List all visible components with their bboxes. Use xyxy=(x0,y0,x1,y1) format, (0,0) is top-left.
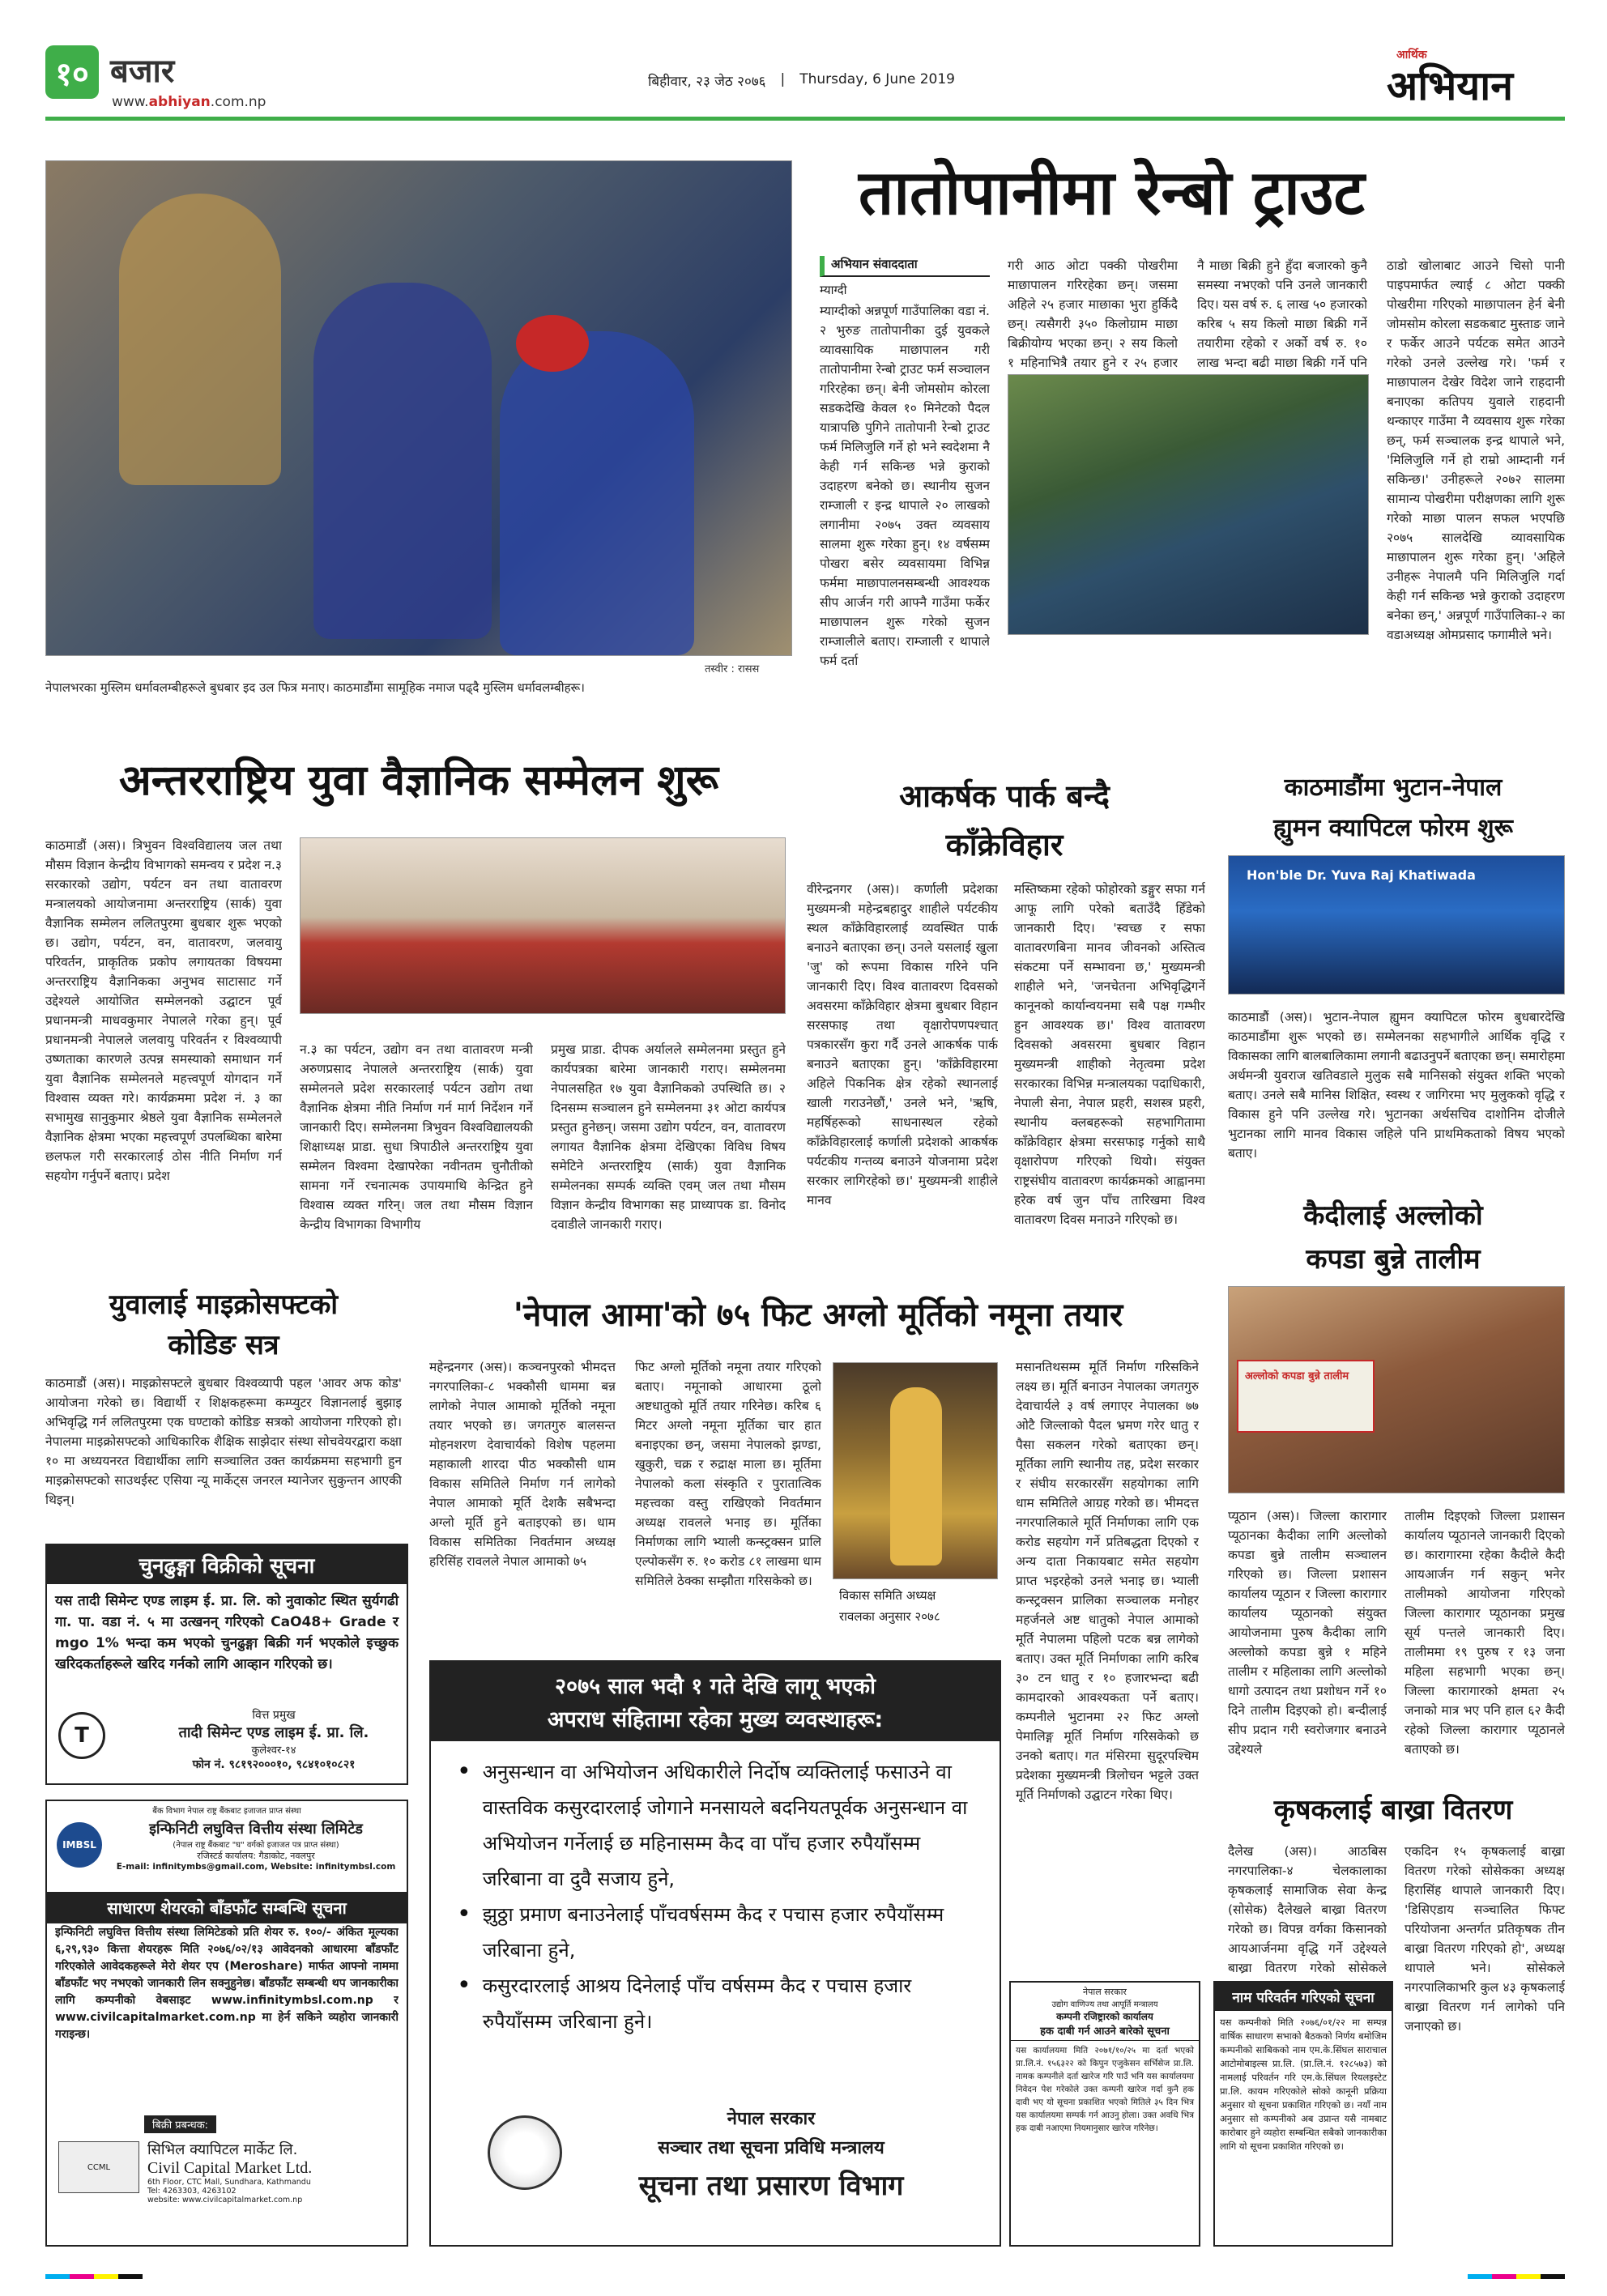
cement-signature xyxy=(144,1707,403,1772)
microsoft-body: काठमाडौं (अस)। माइक्रोसफ्टले बुधबार विश्वव्यापी पहल 'आवर अफ कोड' आयोजना गरेको छ। विद्यार्थी र शिक्षकहरूमा कम्प्युटर विज्ञानलाई बुझाइ अभिवृद्धि गर्न ललितपुरमा एक घण्टाको कोडिङ सत्रको आयोजना गरिएको हो। नेपालमा माइक्रोसफ्टको आधिकारिक शैक्षिक साझेदार संस्था सोचवेयरद्वारा कक्षा १० मा अध्ययनरत विद्यार्थीका लागि सञ्चालित उक्त कार्यक्रममा सहभागी हुन माइक्रोसफ्टको साउथईस्ट एसिया न्यू मार्केट्स जनरल म्यानेजर सुकुन्तन आएकी थिइन्। xyxy=(45,1376,402,1507)
scientist-column-2: न.३ का पर्यटन, उद्योग वन तथा वातावरण मन्त्री अरुणप्रसाद नेपालले अन्तरराष्ट्रिय (सार्क) युवा सम्मेलनले प्रदेश सरकारलाई पर्यटन उद्योग तथा वैज्ञानिक क्षेत्रमा नीति निर्माण गर्न मार्ग निर्देशन गर्ने जानकारी दिए। सम्मेलनमा त्रिभुवन विश्वविद्यालयकी शिक्षाध्यक्ष प्राडा. सुधा त्रिपाठीले अन्तरराष्ट्रिय युवा सम्मेलन विश्वमा देखापरेका नवीनतम चुनौतीको सामना गर्ने रचनात्मक उपायमाथि केन्द्रित हुने विश्वास व्यक्त गरिन्। जल तथा मौसम विज्ञान केन्द्रीय विभागका विभागीय xyxy=(300,1042,533,1232)
civil-info xyxy=(147,2140,399,2204)
infinity-name: इन्फिनिटी लघुवित्त वित्तीय संस्था लिमिटेड xyxy=(149,1821,363,1838)
claim-gov: नेपाल सरकार xyxy=(1083,1987,1127,1997)
infinity-office: रजिस्टर्ड कार्यालय: गैडाकोट, नवलपुर xyxy=(197,1851,315,1861)
law-item: • कसुरदारलाई आश्रय दिनेलाई पाँच वर्षसम्म कैद र पचास हजार रुपैयाँसम्म जरिबाना हुने। xyxy=(457,1968,980,2039)
law-ministry: सञ्चार तथा सूचना प्रविधि मन्त्रालय xyxy=(658,2138,884,2158)
cement-signer: वित्त प्रमुख xyxy=(252,1709,296,1722)
logo: अभियान xyxy=(1387,62,1513,109)
park-column-1: वीरेन्द्रनगर (अस)। कर्णाली प्रदेशका मुख्यमन्त्री महेन्द्रबहादुर शाहीले पर्यटकीय स्थल काँक्रेविहारलाई व्यवस्थित पार्क बनाउने बताएका छन्। उनले यसलाई खुला 'जु' को रूपमा विकास गरिने पनि जानकारी दिए। विश्व वातावरण दिवसको अवसरमा काँक्रेविहार क्षेत्रमा बुधबार विहान सरसफाइ तथा वृक्षारोपणपश्चात् पत्रकारसँग कुरा गर्दै उनले आकर्षक पार्क बनाउने बताएका हुन्। 'काँक्रेविहारमा अहिले पिकनिक क्षेत्र रहेको स्थानलाई खाली गराउनेछौं,' उनले भने, 'ऋषि, महर्षिहरूको साधनास्थल रहेको काँक्रेविहारलाई कर्णाली प्रदेशको आकर्षक पर्यटकीय गन्तव्य बनाउने योजनामा प्रदेश सरकार लागिरहेको छ।' मुख्यमन्त्री शाहीले मानव xyxy=(807,882,998,1208)
trout-column-4: ठाडो खोलाबाट आउने चिसो पानी पाइपमार्फत ल्याई ८ ओटा पक्की पोखरीमा गरिएको माछापालन हेर्न बेनी जोमसोम कोरला सडकबाट मुस्ताङ जाने र फर्केर आउने पर्यटक समेत आउने गरेको उनले उल्लेख गरे। 'फर्म र माछापालन देखेर विदेश जाने राहदानी बनाएका कतिपय युवाले राहदानी थन्काएर गाउँमा नै व्यवसाय शुरू गरेका छन्, फर्म सञ्चालक इन्द्र थापाले भने, 'मिलिजुलि गर्ने हो राम्रो आम्दानी गर्न सकिन्छ।' उनीहरूले २०७२ सालमा सामान्य पोखरीमा परीक्षणका लागि शुरू गरेको माछा पालन सफल भएपछि २०७५ सालदेखि व्यावसायिक माछापालन शुरू गरेका हुन्। 'अहिले उनीहरू नेपालमै पनि मिलिजुलि गर्दा केही गर्न सकिन्छ भन्ने कुराको उदाहरण बनेका छन्,' अन्नपूर्ण गाउँपालिका-२ का वडाअध्यक्ष ओमप्रसाद फगामीले भने। xyxy=(1387,258,1565,642)
trout-byline-block xyxy=(820,256,990,298)
law-items xyxy=(431,1741,1000,2039)
section-name: बजार xyxy=(110,53,175,90)
logo-small: आर्थिक xyxy=(1396,49,1427,62)
eid-photo xyxy=(45,160,792,656)
statue-column-3: मसानतिथसम्म मूर्ति निर्माण गरिसकिने लक्ष्य छ। मूर्ति बनाउन नेपालका जगतगुरु देवाचार्यले ३ वर्ष लगाएर नेपालका ७७ ओटै जिल्लाको पैदल भ्रमण गरेर धातु र पैसा सकलन गरेको बताएका छन्। मूर्तिका लागि स्थानीय तह, प्रदेश सरकार र संघीय सरकारसँग सहयोगका लागि धाम समितिले आग्रह गरेको छ। भीमदत्त नगरपालिकाले मूर्ति निर्माणका लागि एक करोड सहयोग गर्ने प्रतिबद्धता दिएको र अन्य दाता निकायबाट समेत सहयोग प्राप्त भइरहेको उनले भनाइ छ। भ्याली कन्स्ट्रक्सन प्रालिका सञ्चालक मनोहर महर्जनले अष्ट धातुको नेपाल आमाको मूर्ति नेपालमा पहिलो पटक बन्न लागेको बताए। उक्त मूर्ति निर्माणका लागि करिब ३० टन धातु र १० हजारभन्दा बढी कामदारको आवश्यकता पर्ने बताए। कम्पनीले भुटानमा २२ फिट अग्लो पेमालिङ्ग मूर्ति निर्माण गरिसकेको छ उनको बताए। गत मंसिरमा सुदूरपश्चिम प्रदेशका मुख्यमन्त्री त्रिलोचन भट्टले उक्त मूर्ति निर्माणको उद्घाटन गरेका थिए। xyxy=(1016,1360,1199,1802)
trout-place: म्याग्दी xyxy=(820,283,847,297)
civil-name-en: Civil Capital Market Ltd. xyxy=(147,2159,313,2177)
law-item: • अनुसन्धान वा अभियोजन अधिकारीले निर्दोष व्यक्तिलाई फसाउने वा वास्तविक कसुरदारलाई जोगाने मनसायले बदनियतपूर्वक अनुसन्धान वा अभियोजन गर्नेलाई छ महिनासम्म कैद वा पाँच हजार रुपैयाँसम्म जरिबाना वा दुवै सजाय हुने, xyxy=(457,1754,980,1897)
bhutan-headline-2: ह्युमन क्यापिटल फोरम शुरू xyxy=(1273,814,1513,842)
forum-photo xyxy=(1228,855,1565,995)
infinity-sub: (नेपाल राष्ट्र बैंकबाट "घ" वर्गको इजाजत पत्र प्राप्त संस्था) xyxy=(173,1841,339,1850)
law-item: • झुठ्ठा प्रमाण बनाउनेलाई पाँचवर्षसम्म कैद र पचास हजार रुपैयाँसम्म जरिबाना हुने, xyxy=(457,1897,980,1968)
issue-date xyxy=(648,71,955,90)
name-change-notice xyxy=(1213,1981,1393,2247)
name-change-body: यस कम्पनीको मिति २०७६/०१/२२ मा सम्पन्न वार्षिक साधारण सभाको बैठकको निर्णय बमोजिम कम्पनीको साबिकको नाम एम.के.सिंघल साराचाल आटोमोबाइल्स प्रा.लि. (प्रा.लि.नं. १२८५७३) को नामलाई परिवर्तन गरि एम.के.सिंघल रियलइस्टेट प्रा.लि. कायम गरिएकोले सोको कानूनी प्रक्रिया अनुसार यो सूचना प्रकाशित गरिएको छ। नयाँ नाम अनुसार सो कम्पनीको अब उप्रान्त यसै नामबाट कारोबार हुने व्यहोरा सम्बन्धित सबैको जानकारीका लागि यो सूचना प्रकाशित गरिएको छ। xyxy=(1220,2017,1387,2152)
name-change-title: नाम परिवर्तन गरिएको सूचना xyxy=(1215,1983,1392,2011)
training-banner xyxy=(1237,1360,1375,1433)
civil-address: 6th Floor, CTC Mall, Sundhara, Kathmandu xyxy=(147,2178,311,2187)
prisoner-column-2: तालीम दिइएको जिल्ला प्रशासन कार्यालय प्यूठानले जानकारी दिएको छ। कारागारमा रहेका कैदीले कैदी आयआर्जन गर्न सकुन् भनेर तालीमको आयोजना गरिएको जिल्ला कारागार प्यूठानका प्रमुख सूर्य पन्तले जानकारी दिए। तालीममा १९ पुरुष र १३ जना महिला सहभागी भएका छन्। जिल्ला कारागारको क्षमता २५ जनाको मात्र भए पनि हाल ६२ कैदी रहेको जिल्ला कारागार प्यूठानले बताएको छ। xyxy=(1405,1509,1565,1757)
cement-title: चुनढुङ्गा विक्रीको सूचना xyxy=(47,1545,407,1584)
photo-figure xyxy=(119,194,281,485)
park-headline-1: आकर्षक पार्क बन्दै xyxy=(899,778,1110,814)
statue-caption-right: रावलका अनुसार २०७८ xyxy=(839,1609,940,1624)
prisoner-headline-2: कपडा बुन्ने तालीम xyxy=(1306,1243,1481,1276)
infinity-header xyxy=(109,1819,403,1872)
claim-ministry: उद्योग वाणिज्य तथा आपूर्ति मन्त्रालय xyxy=(1051,2000,1158,2009)
infinity-email[interactable]: E-mail: infinitymbs@gmail.com, Website: infinitymbsl.com xyxy=(116,1862,396,1872)
cement-company: तादी सिमेन्ट एण्ड लाइम ई. प्रा. लि. xyxy=(178,1724,369,1741)
infinity-bar: साधारण शेयरको बाँडफाँट सम्बन्धि सूचना xyxy=(47,1892,407,1923)
infinity-logo: IMBSL xyxy=(57,1822,102,1868)
cement-body: यस तादी सिमेन्ट एण्ड लाइम ई. प्रा. लि. को नुवाकोट स्थित सुर्यगढी गा. पा. वडा नं. ५ मा उत्खनन् गरिएको CaO48+ Grade र mgo 1% भन्दा कम भएको चुनढुङ्गा बिक्री गर्न भएकोले इच्छुक खरिदकर्ताहरूले खरिद गर्नको लागि आव्हान गरिएको छ। xyxy=(55,1593,399,1672)
page-number-badge xyxy=(45,45,99,99)
photo-caption: नेपालभरका मुस्लिम धर्मावलम्बीहरूले बुधबार इद उल फित्र मनाए। काठमाडौंमा सामूहिक नमाज पढ्दै मुस्लिम धर्मावलम्बीहरू। xyxy=(45,680,585,695)
fish-pond-photo xyxy=(1008,374,1369,635)
photo-credit: तस्वीर : रासस xyxy=(705,663,760,675)
microsoft-headline-2: कोडिङ सत्र xyxy=(168,1329,279,1361)
infinity-notice xyxy=(45,1800,408,2247)
print-color-marks-left xyxy=(45,2274,143,2279)
claim-title: हक दाबी गर्न आउने बारेको सूचना xyxy=(1011,2023,1199,2041)
law-notice xyxy=(429,1660,1001,2247)
trout-byline: अभियान संवाददाता xyxy=(820,256,990,277)
civil-web[interactable]: website: www.civilcapitalmarket.com.np xyxy=(147,2196,303,2204)
training-banner-text: अल्लोको कपडा बुन्ने तालीम xyxy=(1245,1370,1349,1382)
infinity-body: इन्फिनिटी लघुवित्त वित्तीय संस्था लिमिटेडको प्रति शेयर रु. १००/- अंकित मूल्यका ६,२९,९३० कित्ता शेयरहरू मिति २०७६/०२/१३ आवेदनको आधारमा बाँडफाँट गरिएकोले आवेदकहरूले मेरो शेयर एप (Meroshare) मार्फत आफ्नो नाममा बाँडफाँट भए नभएको जानकारी लिन सक्नुहुनेछ। बाँडफाँट सम्बन्धी थप जानकारीका लागि कम्पनीको वेबसाइट www.infinitymbsl.com.np र www.civilcapitalmarket.com.np मा हेर्न सकिने व्यहोरा जानकारी गराइन्छ। xyxy=(55,1926,399,2041)
url-suffix: .com.np xyxy=(210,94,266,110)
photo-figure xyxy=(516,315,589,372)
bhutan-body: काठमाडौं (अस)। भुटान-नेपाल ह्युमन क्यापिटल फोरम बुधबारदेखि काठमाडौंमा शुरू भएको छ। सम्मेलनका सहभागीले आर्थिक वृद्धि र विकासका लागि बालबालिकामा लगानी बढाउनुपर्ने बताएका छन्। समारोहमा अर्थमन्त्री युवराज खतिवडाले मुलुक सबै मानिसको संयुक्त शक्ति भएको बताए। उनले सबै मानिस शिक्षित, स्वस्थ र जागिरमा भए मुलुकको वृद्धि र विकास हुने पनि उल्लेख गरे। भुटानका अर्थसचिव दाशोनिम दोजीले भुटानका लागि मानव विकास जहिले पनि प्राथमिकताको विषय भएको बताए। xyxy=(1228,1010,1565,1161)
law-footer xyxy=(569,2106,974,2203)
url-brand: abhiyan xyxy=(148,94,211,110)
trout-column-3: नै माछा बिक्री हुने हुँदा बजारको कुनै समस्या नभएको पनि उनले जानकारी दिए। यस वर्ष रु. ६ लाख ५० हजारको करिब ५ सय किलो माछा बिक्री गर्ने तयारीमा रहेको र अर्को वर्ष रु. १० लाख भन्दा बढी माछा बिक्री गर्ने पनि xyxy=(1197,258,1367,369)
statue-photo xyxy=(833,1362,998,1579)
statue-column-1: महेन्द्रनगर (अस)। कञ्चनपुरको भीमदत्त नगरपालिका-८ भक्कौसी धाममा बन्न लागेको नेपाल आमाको मूर्तिको नमूना तयार भएको छ। जगतगुरु बालसन्त मोहनशरण देवाचार्यको विशेष पहलमा महाकाली शारदा पीठ भक्कौसी धाम विकास समितिले निर्माण गर्न लागेको नेपाल आमाको मूर्ति देशकै सबैभन्दा अग्लो मूर्ति हुने बताइएको छ। धाम विकास समितिका निवर्तमान अध्यक्ष हरिसिंह रावलले नेपाल आमाको ७५ xyxy=(429,1360,616,1569)
statue-caption-left: विकास समिति अध्यक्ष xyxy=(839,1588,936,1603)
trout-headline: तातोपानीमा रेन्बो ट्राउट xyxy=(859,156,1365,228)
statue-column-2: फिट अग्लो मूर्तिको नमूना तयार गरिएको बताए। नमूनाको आधारमा ठूलो अष्टधातुको मूर्ति तयार गरिनेछ। करिब ६ मिटर अग्लो नमूना मूर्तिका चार हात बनाइएका छन्, जसमा नेपालको झण्डा, खुकुरी, चक्र र रुद्राक्ष माला छ। मूर्तिमा नेपालको कला संस्कृति र पुरातात्विक महत्त्वका वस्तु राखिएको निवर्तमान अध्यक्ष रावलले भनाइ छ। मूर्तिका निर्माणका लागि भ्याली कन्स्ट्रक्सन प्रालि एल्पोकसँग रु. १० करोड ८१ लाखमा धाम समितिले ठेक्का सम्झौता गरिसकेको छ। xyxy=(635,1360,821,1588)
claim-notice xyxy=(1009,1981,1200,2247)
cement-logo: T xyxy=(58,1712,105,1759)
scientist-column-3: प्रमुख प्राडा. दीपक अर्यालले सम्मेलनमा प्रस्तुत हुने कार्यपत्रका बारेमा जानकारी गराए। सम्मेलनमा नेपालसहित १७ युवा वैज्ञानिकको उपस्थिति छ। २ दिनसम्म सञ्चालन हुने सम्मेलनमा ३१ ओटा कार्यपत्र प्रस्तुत हुनेछन्। जसमा उद्योग पर्यटन, वन, वातावरण लगायत वैज्ञानिक क्षेत्रमा देखिएका विविध विषय समेटिने अन्तरराष्ट्रिय (सार्क) युवा वैज्ञानिक सम्मेलनका सम्पर्क व्यक्ति एवम् जल तथा मौसम विज्ञान केन्द्रीय विभागका सह प्राध्यापक डा. विनोद दवाडीले जानकारी गराए। xyxy=(551,1042,786,1232)
cement-address: कुलेश्वर-१४ xyxy=(251,1744,296,1757)
claim-body: यस कार्यालयमा मिति २०७१/१०/२५ मा दर्ता भएको प्रा.लि.नं. १५६३२२ को किपुन एजुकेसन सर्भिसेज प्रा.लि. नामक कम्पनीले दर्ता खारेज गरि पाउँ भनि यस कार्यालयमा निवेदन पेश गरेकोले उक्त कम्पनी खारेज गर्दा कुनै हक दावी भए यो सूचना प्रकाशित भएको मितिले ३५ दिन भित्र यस कार्यालयमा सम्पर्क गर्न आउनु होला। उक्त अवधि भित्र हक दाबी नआएमा नियमानुसार खारेज गरिनेछ। xyxy=(1016,2046,1194,2133)
statue-figure xyxy=(890,1387,942,1565)
trout-column-3b xyxy=(1197,645,1367,777)
forum-banner-text: Hon'ble Dr. Yuva Raj Khatiwada xyxy=(1247,867,1476,883)
civil-tel: Tel: 4263303, 4263102 xyxy=(147,2187,237,2196)
trout-column-1: म्याग्दीको अन्नपूर्ण गाउँपालिका वडा नं. २ भुरुङ तातोपानीका दुई युवकले व्यावसायिक माछापालन गरी तातोपानीमा रेन्बो ट्राउट फर्म सञ्चालन गरिरहेका छन्। बेनी जोमसोम कोरला सडकदेखि केवल १० मिनेटको पैदल यात्रापछि पुगिने तातोपानी रेन्बो ट्राउट फर्म मिलिजुलि गर्ने हो भने स्वदेशमा नै केही गर्न सकिन्छ भन्ने कुराको उदाहरण बनेको छ। स्थानीय सुजन राम्जाली र इन्द्र थापाले २० लाखको लगानीमा २०७५ उक्त व्यवसाय सालमा शुरू गरेका हुन्। १४ वर्षसम्म पोखरा बसेर व्यवसायमा विभिन्न फर्ममा माछापालनसम्बन्धी आवश्यक सीप आर्जन गरी आफ्नै गाउँमा फर्केर माछापालन शुरू गरेको सुजन राम्जालीले बताए। राम्जाली र थापाले फर्म दर्ता xyxy=(820,304,990,668)
masthead-rule xyxy=(45,117,1565,121)
photo-figure xyxy=(313,283,492,639)
gov-emblem xyxy=(488,2115,562,2190)
cement-phone: फोन नं. ९८१९२०००१०, ९८४१०१०८२१ xyxy=(192,1758,356,1771)
krishak-headline: कृषकलाई बाख्रा वितरण xyxy=(1273,1794,1513,1826)
law-gov: नेपाल सरकार xyxy=(727,2109,816,2129)
url-prefix: www. xyxy=(112,94,149,110)
site-url[interactable] xyxy=(112,94,266,110)
park-column-2: मस्तिष्कमा रहेको फोहोरको डङ्गुर सफा गर्न आफू लागि परेको बताउँदै हिँडेको जानकारी दिए। 'स्वच्छ र सफा वातावरणबिना मानव जीवनको अस्तित्व संकटमा पर्ने सम्भावना छ,' मुख्यमन्त्री शाहीले भने, 'जनचेतना अभिवृद्धिगर्ने कानूनको कार्यान्वयनमा सबै पक्ष गम्भीर हुन आवश्यक छ।' विश्व वातावरण दिवसको अवसरमा बुधबार विहान मुख्यमन्त्री शाहीको नेतृत्वमा प्रदेश सरकारका विभिन्न मन्त्रालयका पदाधिकारी, नेपाली सेना, नेपाल प्रहरी, सशस्त्र प्रहरी, स्थानीय क्लबहरूको सहभागितामा काँक्रेविहार क्षेत्रमा सरसफाइ गर्नुको साथै वृक्षारोपण गरिएको थियो। संयुक्त राष्ट्रसंघीय वातावरण कार्यक्रमको आह्वानमा हरेक वर्ष जुन पाँच तारिखमा विश्व वातावरण दिवस मनाउने गरिएको छ। xyxy=(1014,882,1205,1227)
prisoner-column-1: प्यूठान (अस)। जिल्ला कारागार प्यूठानका कैदीका लागि अल्लोको कपडा बुन्ने तालीम सञ्चालन गरिएको छ। जिल्ला प्रशासन कार्यालय प्यूठान र जिल्ला कारागार कार्यालय प्यूठानको संयुक्त आयोजनामा पुरुष कैदीका लागि अल्लोको कपडा बुन्ने १ महिने तालीम र महिलाका लागि अल्लोको धागो उत्पादन तथा प्रशोधन गर्ने १० दिने तालीम दिइएको हो। बन्दीलाई सीप प्रदान गरी स्वरोजगार बनाउने उद्देश्यले xyxy=(1228,1509,1387,1757)
infinity-top-note: बैंक विभाग नेपाल राष्ट्र बैंकबाट इजाजत प्राप्त संस्था xyxy=(152,1807,301,1816)
infinity-manager-label: बिक्री प्रबन्धक: xyxy=(144,2115,216,2133)
krishak-column-1: दैलेख (अस)। आठबिस नगरपालिका-४ चेलकालाका कृषकलाई सामाजिक सेवा केन्द्र (सोसेक) दैलेखले बाख्रा वितरण गरेको छ। विपन्न वर्गका किसानको आयआर्जनमा वृद्धि गर्ने उद्देश्यले बाख्रा वितरण गरेको सोसेकले xyxy=(1228,1844,1387,1975)
civil-logo: CCML xyxy=(58,2141,139,2193)
photo-figure xyxy=(500,331,694,655)
training-photo xyxy=(1228,1286,1565,1493)
claim-office: कम्पनी रजिष्ट्रारको कार्यालय xyxy=(1056,2011,1153,2022)
statue-headline: 'नेपाल आमा'को ७५ फिट अग्लो मूर्तिको नमूना तयार xyxy=(513,1297,1123,1334)
park-headline-2: काँक्रेविहार xyxy=(945,827,1064,863)
cement-notice xyxy=(45,1544,408,1785)
bhutan-headline-1: काठमाडौंमा भुटान-नेपाल xyxy=(1284,773,1503,802)
scientist-headline: अन्तरराष्ट्रिय युवा वैज्ञानिक सम्मेलन शुरू xyxy=(119,756,718,805)
law-dept: सूचना तथा प्रसारण विभाग xyxy=(638,2170,904,2202)
microsoft-headline-1: युवालाई माइक्रोसफ्टको xyxy=(109,1289,339,1321)
conference-photo xyxy=(300,837,786,1014)
date-separator: | xyxy=(780,71,786,87)
civil-name-np: सिभिल क्यापिटल मार्केट लि. xyxy=(147,2141,298,2158)
trout-column-2: गरी आठ ओटा पक्की पोखरीमा माछापालन गरिरहेका छन्। जसमा अहिले २५ हजार माछाका भुरा हुर्किदै छन्। त्यसैगरी ३५० किलोग्राम माछा बिक्रीयोग्य भएका छन्। २ सय किलो १ महिनाभित्रै तयार हुने र २५ हजार xyxy=(1008,258,1178,370)
date-nepali: बिहीवार, २३ जेठ २०७६ xyxy=(648,74,766,90)
scientist-column-1: काठमाडौं (अस)। त्रिभुवन विश्वविद्यालय जल तथा मौसम विज्ञान केन्द्रीय विभागको समन्वय र प्रदेश न.३ सरकारको उद्योग, पर्यटन वन तथा वातावरण मन्त्रालयको आयोजनामा अन्तरराष्ट्रिय (सार्क) युवा वैज्ञानिक सम्मेलन ललितपुरमा बुधबार शुरू भएको छ। उद्योग, पर्यटन, वन, वातावरण, जलवायु परिवर्तन, प्राकृतिक प्रकोप लगायतका विषयमा अन्तरराष्ट्रिय वैज्ञानिकका अनुभव साटासाट गर्ने उद्देश्यले आयोजित सम्मेलनको उद्घाटन पूर्व प्रधानमन्त्री माधवकुमार नेपालले गरेका हुन्। पूर्व प्रधानमन्त्री नेपालले जलवायु परिवर्तन र विश्वव्यापी उष्णताका कारणले उत्पन्न समस्याको समाधान गर्न युवा वैज्ञानिक सम्मेलनले महत्त्वपूर्ण योगदान गर्ने विश्वास व्यक्त गरे। कार्यक्रममा प्रदेश नं. ३ का सभामुख सानुकुमार श्रेष्ठले युवा वैज्ञानिक सम्मेलनले वैज्ञानिक क्षेत्रमा भएका महत्त्वपूर्ण उपलब्धिका बारेमा छलफल गरी सरकारलाई ठोस नीति निर्माण गर्न सहयोग गर्नुपर्ने बताए। प्रदेश xyxy=(45,838,282,1183)
law-title-1: २०७५ साल भदौ १ गते देखि लागू भएको xyxy=(554,1674,876,1699)
page-number: १० xyxy=(55,55,89,93)
prisoner-headline-1: कैदीलाई अल्लोको xyxy=(1303,1199,1483,1232)
date-english: Thursday, 6 June 2019 xyxy=(799,71,955,87)
print-color-marks-right xyxy=(1468,2274,1565,2279)
krishak-column-2: एकदिन १५ कृषकलाई बाख्रा वितरण गरेको सोसेकका अध्यक्ष हिरासिंह थापाले जानकारी दिए। 'डिसिएडाय सञ्चालित फिफ्ट परियोजना अन्तर्गत प्रतिकृषक तीन बाख्रा वितरण गरिएको हो', अध्यक्ष थापाले भने। सोसेकले नगरपालिकाभरि कुल ४३ कृषकलाई बाख्रा वितरण गर्न लागेको पनि जनाएको छ। xyxy=(1405,1844,1565,2034)
law-title-2: अपराध संहितामा रहेका मुख्य व्यवस्थाहरू: xyxy=(547,1707,884,1732)
law-title xyxy=(431,1662,1000,1741)
